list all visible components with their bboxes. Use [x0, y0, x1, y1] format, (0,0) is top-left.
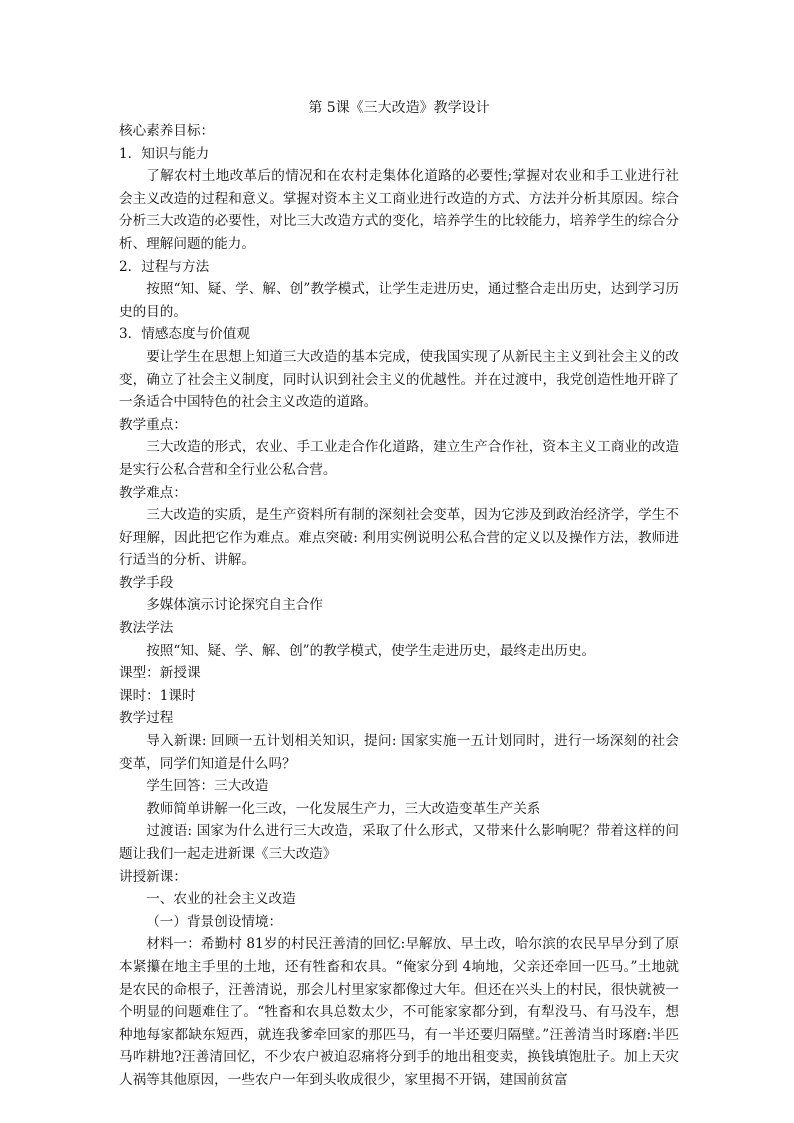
knowledge-paragraph: 了解农村土地改革后的情况和在农村走集体化道路的必要性;掌握对农业和手工业进行社会主义改造的过程和意义。掌握对资本主义工商业进行改造的方式、方法并分析其原因。综合分析三大改造的必要性，对比三大改造方式的变化，培养学生的比较能力，培养学生的综合分析、理解问题的能力。: [119, 168, 679, 252]
difficulty-heading: 教学难点：: [119, 484, 187, 501]
focus-heading: 教学重点：: [119, 416, 187, 433]
focus-paragraph: 三大改造的形式，农业、手工业走合作化道路，建立生产合作社，资本主义工商业的改造是实行公私合营和全行业公私合营。: [119, 439, 679, 478]
values-paragraph: 要让学生在思想上知道三大改造的基本完成，使我国实现了从新民主主义到社会主义的改变，确立了社会主义制度，同时认识到社会主义的优越性。并在过渡中，我党创造性地开辟了一条适合中国特色的社会主义改造的道路。: [119, 348, 679, 411]
process-method-paragraph: 按照“知、疑、学、解、创”教学模式，让学生走进历史，通过整合走出历史，达到学习历史的目的。: [119, 281, 679, 320]
process-method-heading: 2．过程与方法: [119, 258, 210, 275]
teaching-process-heading: 教学过程: [119, 710, 174, 727]
section-agriculture-heading: 一、农业的社会主义改造: [146, 891, 296, 908]
material-one-paragraph: 材料一：希勤村 81岁的村民汪善清的回忆:早解放、早土改，哈尔滨的农民早早分到了原本紧攥在地主手里的土地，还有牲畜和农具。“俺家分到 4垧地，父亲还牵回一匹马。”土地就是农民的命根子，汪善清说，那会儿村里家家都像过大年。但还在兴头上的村民，很快就被一个明显的问题难住了。“牲畜和农具总数太少，不可能家家都分到，有犁没马、有马没车，想种地每家都缺东短西，就连我爹牵回家的那匹马，有一半还要归隔壁。”汪善清当时琢磨:半匹马咋耕地?汪善清回忆，不少农户被迫忍痛将分到手的地出租变卖，换钱填饱肚子。加上天灾人祸等其他原因，一些农户一年到头收成很少，家里揭不开锅，建国前贫富: [119, 936, 679, 1088]
knowledge-heading: 1．知识与能力: [119, 145, 210, 162]
intro-paragraph: 导入新课: 回顾一五计划相关知识，提问: 国家实施一五计划同时，进行一场深刻的社会变革，同学们知道是什么吗？: [119, 733, 679, 772]
lesson-type-line: 课型：新授课: [119, 665, 201, 682]
student-answer-line: 学生回答：三大改造: [146, 778, 269, 795]
values-heading: 3．情感态度与价值观: [119, 326, 250, 343]
method-text: 按照“知、疑、学、解、创”的教学模式，使学生走进历史，最终走出历史。: [146, 642, 596, 659]
new-lesson-heading: 讲授新课：: [119, 868, 187, 885]
subsection-background-heading: （一）背景创设情境：: [146, 913, 283, 930]
means-text: 多媒体演示讨论探究自主合作: [146, 597, 323, 614]
transition-paragraph: 过渡语: 国家为什么进行三大改造，采取了什么形式，又带来什么影响呢？带着这样的问题让我们一起走进新课《三大改造》: [119, 823, 679, 862]
goals-heading: 核心素养目标：: [119, 123, 215, 139]
lesson-hours-line: 课时：1课时: [119, 687, 196, 704]
method-heading: 教法学法: [119, 620, 174, 637]
document-body: [119, 96, 679, 1092]
document-title: 第 5课《三大改造》教学设计: [308, 100, 490, 116]
teacher-explain-line: 教师简单讲解一化三改，一化发展生产力，三大改造变革生产关系: [146, 800, 541, 817]
difficulty-paragraph: 三大改造的实质，是生产资料所有制的深刻社会变革，因为它涉及到政治经济学，学生不好理解，因此把它作为难点。难点突破: 利用实例说明公私合营的定义以及操作方法，教师进行适当的分析、讲解。: [119, 507, 679, 569]
means-heading: 教学手段: [119, 574, 174, 591]
